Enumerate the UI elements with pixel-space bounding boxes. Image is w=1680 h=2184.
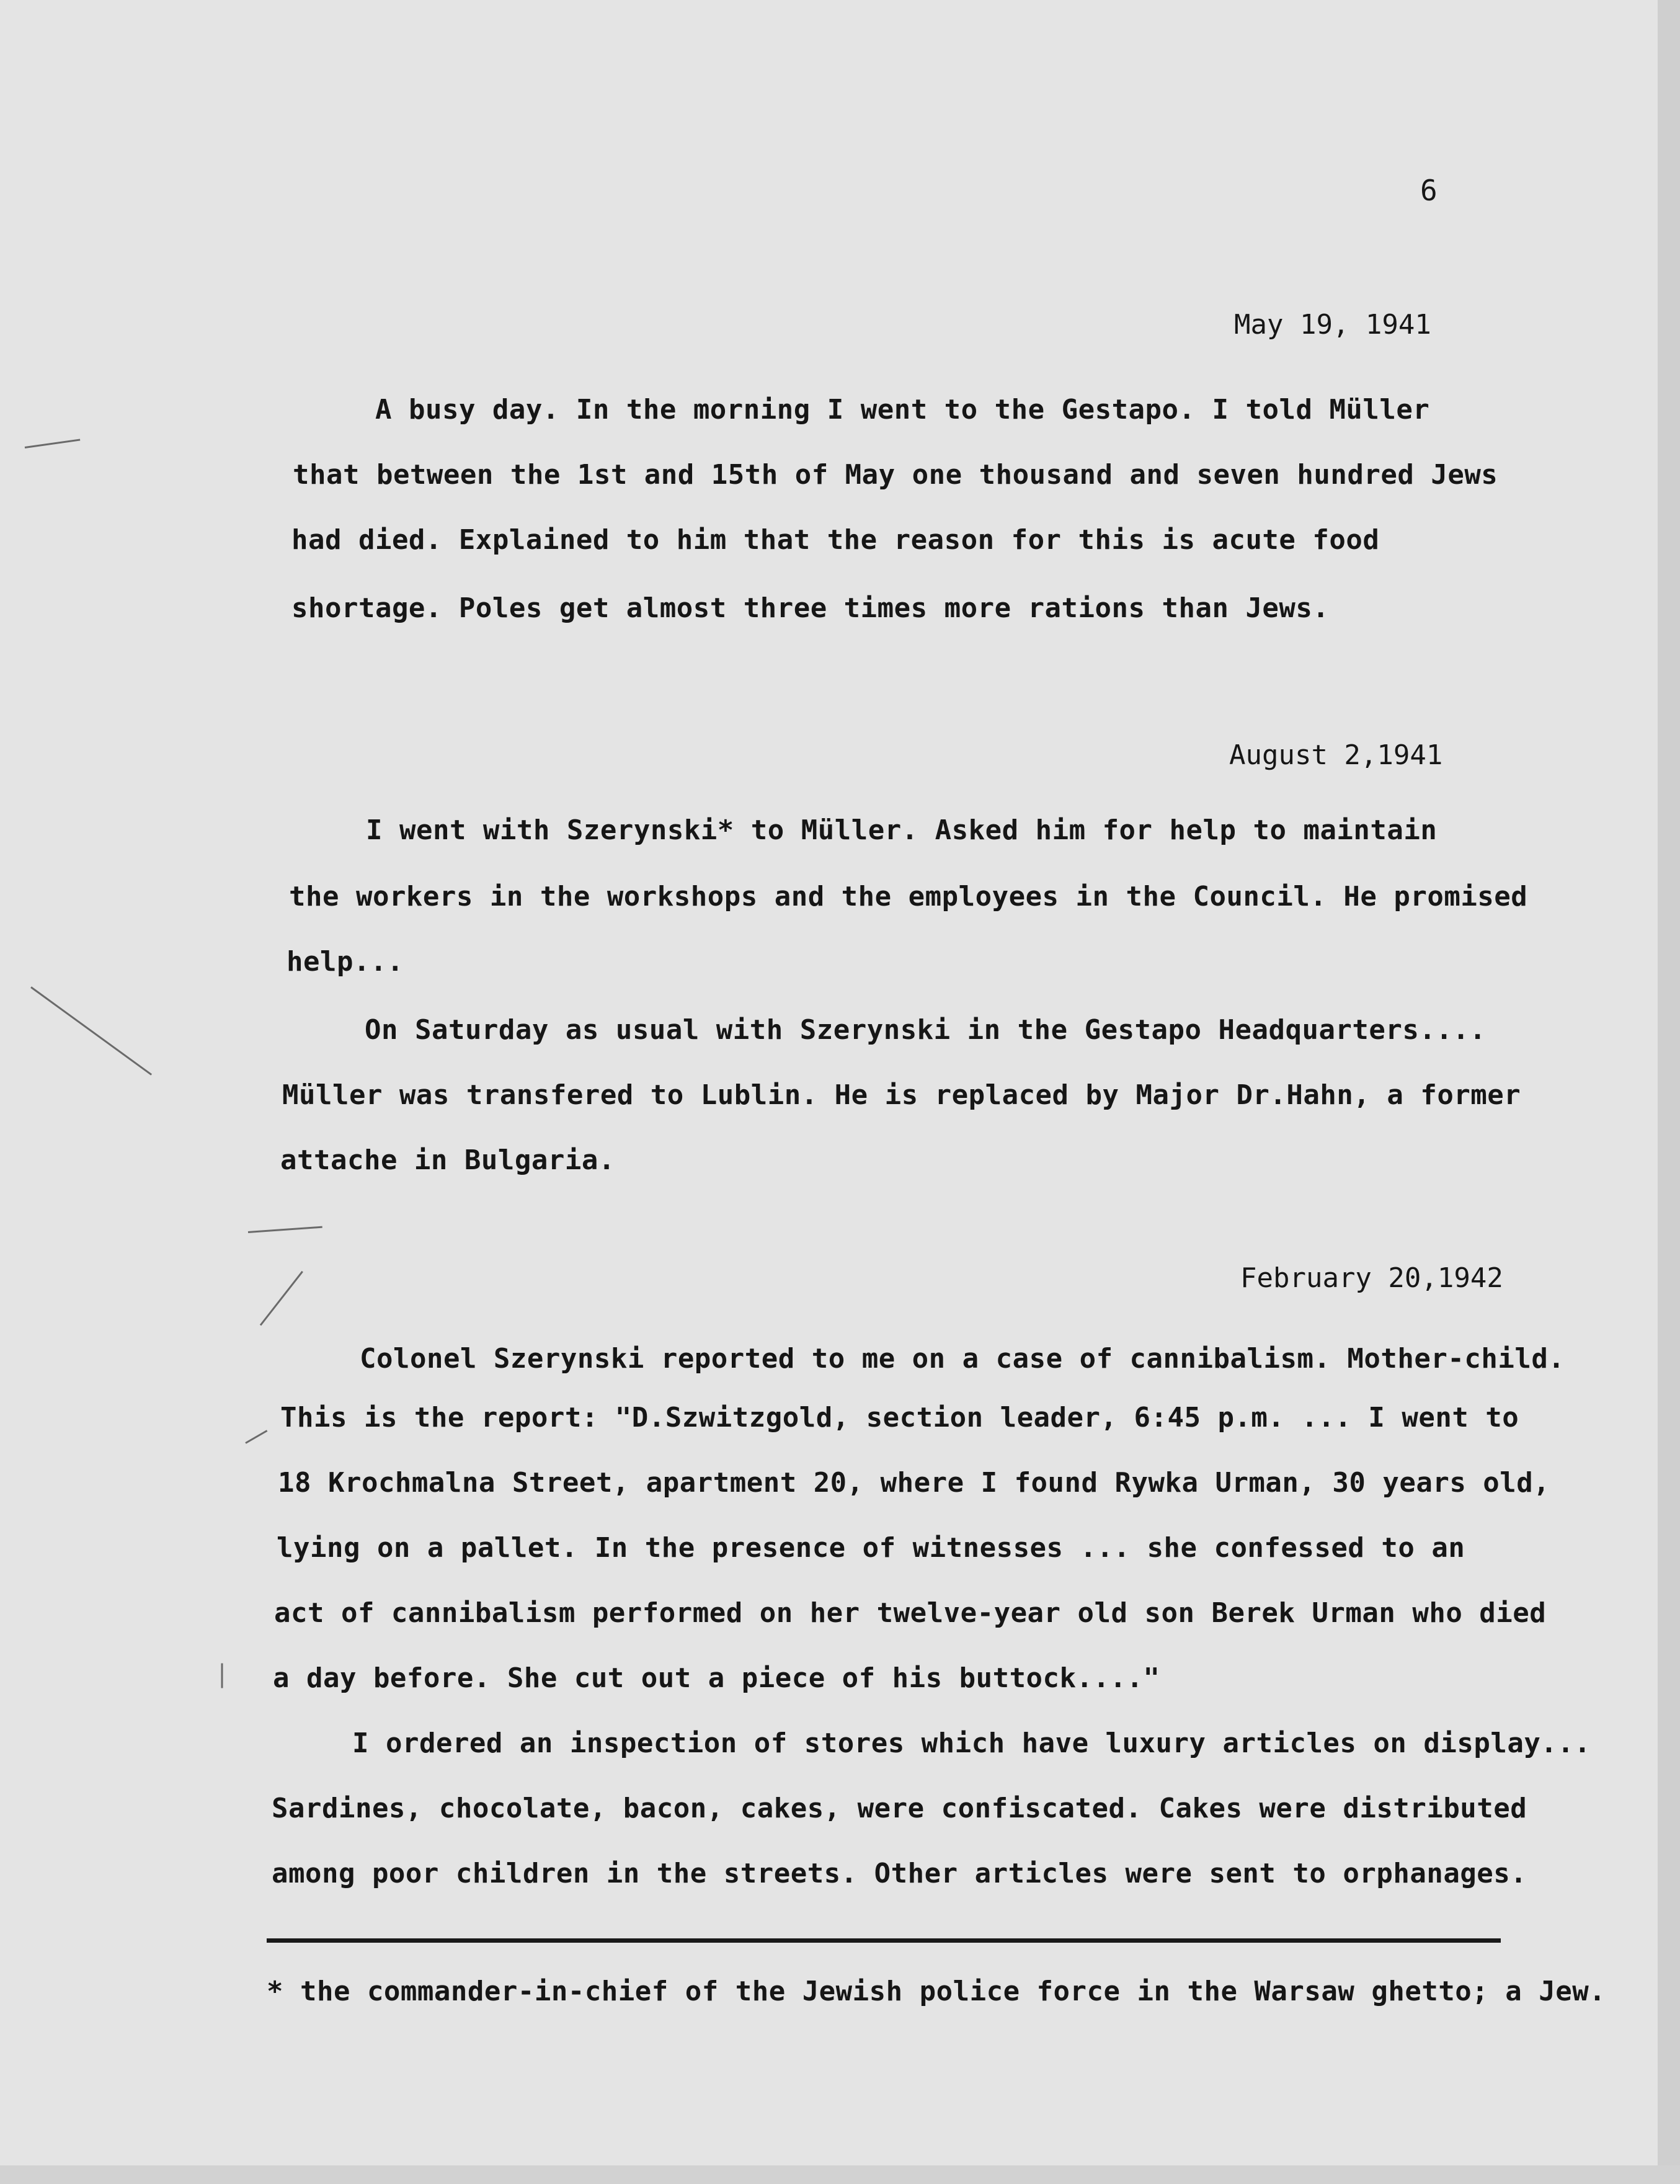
margin-mark bbox=[260, 1271, 303, 1326]
entry-text-line: Müller was transfered to Lublin. He is replaced by Major Dr.Hahn, a former bbox=[282, 1079, 1521, 1111]
margin-mark bbox=[245, 1430, 267, 1444]
entry-text-line: had died. Explained to him that the reason for this is acute food bbox=[291, 524, 1380, 556]
entry-text-line: attache in Bulgaria. bbox=[280, 1144, 615, 1176]
entry-date: February 20,1942 bbox=[1240, 1262, 1503, 1294]
entry-text-line: act of cannibalism performed on her twelve-year old son Berek Urman who died bbox=[274, 1597, 1547, 1629]
entry-text-line: I ordered an inspection of stores which have luxury articles on display... bbox=[352, 1727, 1591, 1759]
entry-text-line: I went with Szerynski* to Müller. Asked him for help to maintain bbox=[366, 814, 1438, 846]
entry-text-line: Sardines, chocolate, bacon, cakes, were confiscated. Cakes were distributed bbox=[272, 1793, 1527, 1824]
entry-text-line: a day before. She cut out a piece of his buttock...." bbox=[273, 1662, 1160, 1694]
entry-text-line: lying on a pallet. In the presence of witnesses ... she confessed to an bbox=[277, 1532, 1465, 1564]
page-edge-bottom bbox=[0, 2165, 1680, 2184]
entry-text-line: that between the 1st and 15th of May one thousand and seven hundred Jews bbox=[293, 459, 1498, 491]
entry-text-line: Colonel Szerynski reported to me on a case of cannibalism. Mother-child. bbox=[360, 1343, 1565, 1375]
footnote: * the commander-in-chief of the Jewish police force in the Warsaw ghetto; a Jew. bbox=[267, 1976, 1606, 2007]
margin-mark bbox=[248, 1226, 322, 1233]
entry-date: May 19, 1941 bbox=[1234, 309, 1431, 341]
entry-text-line: On Saturday as usual with Szerynski in the Gestapo Headquarters.... bbox=[365, 1014, 1487, 1046]
entry-text-line: help... bbox=[287, 946, 404, 978]
margin-mark bbox=[25, 439, 81, 448]
entry-date: August 2,1941 bbox=[1229, 739, 1443, 771]
entry-text-line: A busy day. In the morning I went to the Gestapo. I told Müller bbox=[375, 394, 1430, 426]
margin-mark bbox=[30, 986, 152, 1075]
entry-text-line: shortage. Poles get almost three times more rations than Jews. bbox=[291, 592, 1330, 624]
entry-text-line: the workers in the workshops and the employees in the Council. He promised bbox=[289, 881, 1528, 912]
entry-text-line: This is the report: "D.Szwitzgold, section leader, 6:45 p.m. ... I went to bbox=[280, 1402, 1519, 1433]
entry-text-line: 18 Krochmalna Street, apartment 20, where I found Rywka Urman, 30 years old, bbox=[278, 1467, 1550, 1499]
entry-text-line: among poor children in the streets. Other articles were sent to orphanages. bbox=[272, 1858, 1527, 1889]
margin-mark bbox=[221, 1664, 223, 1688]
page-number: 6 bbox=[1420, 174, 1438, 207]
page-edge-right bbox=[1658, 0, 1680, 2184]
footnote-divider bbox=[267, 1938, 1501, 1943]
